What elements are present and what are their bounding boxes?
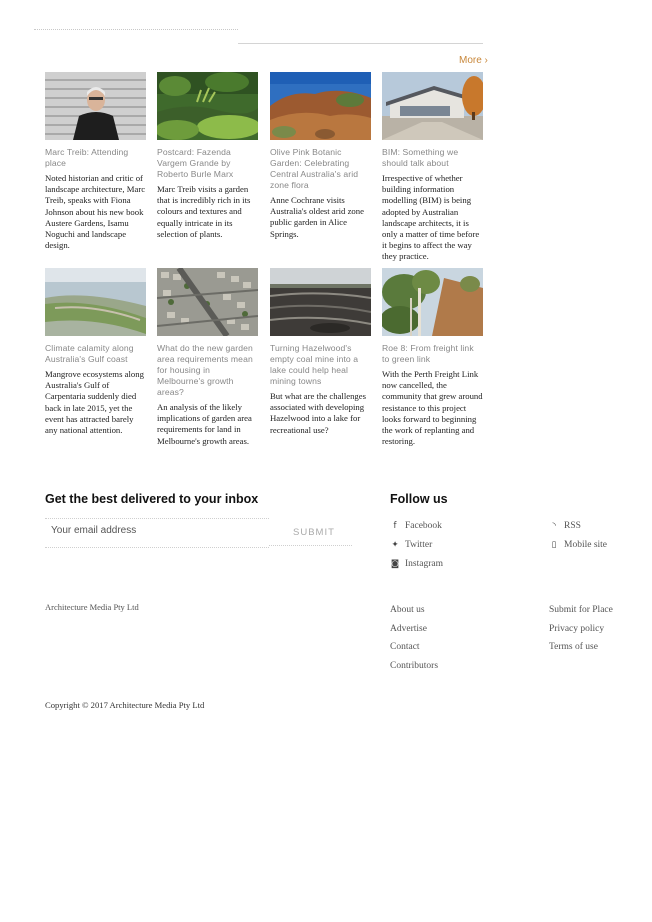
article-thumbnail-desert[interactable] (270, 72, 371, 140)
article-card[interactable] (382, 268, 483, 447)
twitter-icon: ✦ (391, 540, 399, 550)
article-title[interactable]: Olive Pink Botanic Garden: Celebrating Central Australia's arid zone flora (270, 147, 359, 190)
top-dotted-divider (34, 29, 238, 30)
article-title[interactable]: BIM: Something we should talk about (382, 147, 459, 168)
article-card[interactable] (382, 72, 483, 263)
article-description: An analysis of the likely implications of garden area requirements for land in Melbourne's growth areas. (157, 402, 252, 446)
article-thumbnail-garden[interactable] (157, 72, 258, 140)
article-title[interactable]: Marc Treib: Attending place (45, 147, 129, 168)
submit-underline (269, 545, 352, 546)
footer-company-name: Architecture Media Pty Ltd (45, 602, 139, 612)
twitter-label: Twitter (405, 540, 433, 550)
instagram-link[interactable] (390, 559, 443, 569)
rss-label: RSS (564, 521, 581, 531)
article-card[interactable] (45, 72, 146, 251)
article-title[interactable]: Postcard: Fazenda Vargem Grande by Roberto Burle Marx (157, 147, 234, 179)
footer-link-advertise[interactable]: Advertise (390, 624, 427, 634)
article-title[interactable]: Roe 8: From freight link to green link (382, 343, 474, 364)
mobile-site-link[interactable] (549, 540, 607, 550)
article-card[interactable] (157, 268, 258, 447)
article-title[interactable]: Turning Hazelwood's empty coal mine into a lake could help heal mining towns (270, 343, 359, 386)
article-card[interactable] (157, 72, 258, 240)
footer-link-submit-for-place[interactable]: Submit for Place (549, 605, 613, 615)
facebook-label: Facebook (405, 521, 442, 531)
article-title[interactable]: Climate calamity along Australia's Gulf coast (45, 343, 134, 364)
footer-link-contributors[interactable]: Contributors (390, 661, 439, 671)
footer-link-contact[interactable]: Contact (390, 642, 420, 652)
article-description: Noted historian and critic of landscape architecture, Marc Treib, speaks with Fiona Johnson about his new book Austere Gardens, Isamu Noguchi and landscape design. (45, 173, 146, 251)
footer-link-privacy[interactable]: Privacy policy (549, 624, 605, 634)
submit-button[interactable]: SUBMIT (293, 527, 335, 538)
rss-link[interactable] (549, 521, 581, 531)
article-thumbnail-bushland[interactable] (382, 268, 483, 336)
footer-link-terms[interactable]: Terms of use (549, 642, 598, 652)
article-description: But what are the challenges associated with developing Hazelwood into a lake for recreational use? (270, 391, 367, 435)
footer-link-about[interactable]: About us (390, 605, 425, 615)
article-card[interactable] (45, 268, 146, 436)
article-description: Mangrove ecosystems along Australia's Gulf of Carpentaria suddenly died back in late 2015, yet the event has attracted barely any national attention. (45, 369, 144, 436)
mobile-icon: ▯ (551, 540, 557, 550)
email-field-container (45, 518, 269, 548)
rss-icon: ◝ (552, 521, 556, 531)
mobile-site-label: Mobile site (564, 540, 608, 550)
article-thumbnail-portrait[interactable] (45, 72, 146, 140)
twitter-link[interactable] (390, 540, 432, 550)
article-description: Anne Cochrane visits Australia's oldest arid zone public garden in Alice Springs. (270, 195, 364, 239)
facebook-link[interactable] (390, 521, 442, 531)
facebook-icon: f (393, 521, 397, 531)
article-card[interactable] (270, 268, 371, 436)
article-thumbnail-coast[interactable] (45, 268, 146, 336)
more-link[interactable]: More › (459, 55, 488, 66)
article-thumbnail-suburb[interactable] (157, 268, 258, 336)
article-description: With the Perth Freight Link now cancelled, the community that grew around resistance to this project looks forward to beginning the work of replanting and restoring. (382, 369, 483, 447)
copyright-text: Copyright © 2017 Architecture Media Pty Ltd (45, 700, 205, 710)
article-card[interactable] (270, 72, 371, 240)
top-divider (238, 43, 483, 44)
article-thumbnail-mine[interactable] (270, 268, 371, 336)
article-thumbnail-building[interactable] (382, 72, 483, 140)
follow-heading: Follow us (390, 492, 448, 506)
article-description: Irrespective of whether building information modelling (BIM) is being adopted by Australian landscape architects, it is only a matter of time before it begins to affect the way they practice. (382, 173, 480, 262)
instagram-icon: ◙ (390, 559, 400, 569)
article-description: Marc Treib visits a garden that is incredibly rich in its colours and textures and equally intricate in its selection of plants. (157, 184, 251, 239)
instagram-label: Instagram (405, 559, 443, 569)
newsletter-heading: Get the best delivered to your inbox (45, 492, 259, 506)
article-title[interactable]: What do the new garden area requirements mean for housing in Melbourne's growth areas? (157, 343, 253, 397)
email-input[interactable] (51, 525, 263, 536)
